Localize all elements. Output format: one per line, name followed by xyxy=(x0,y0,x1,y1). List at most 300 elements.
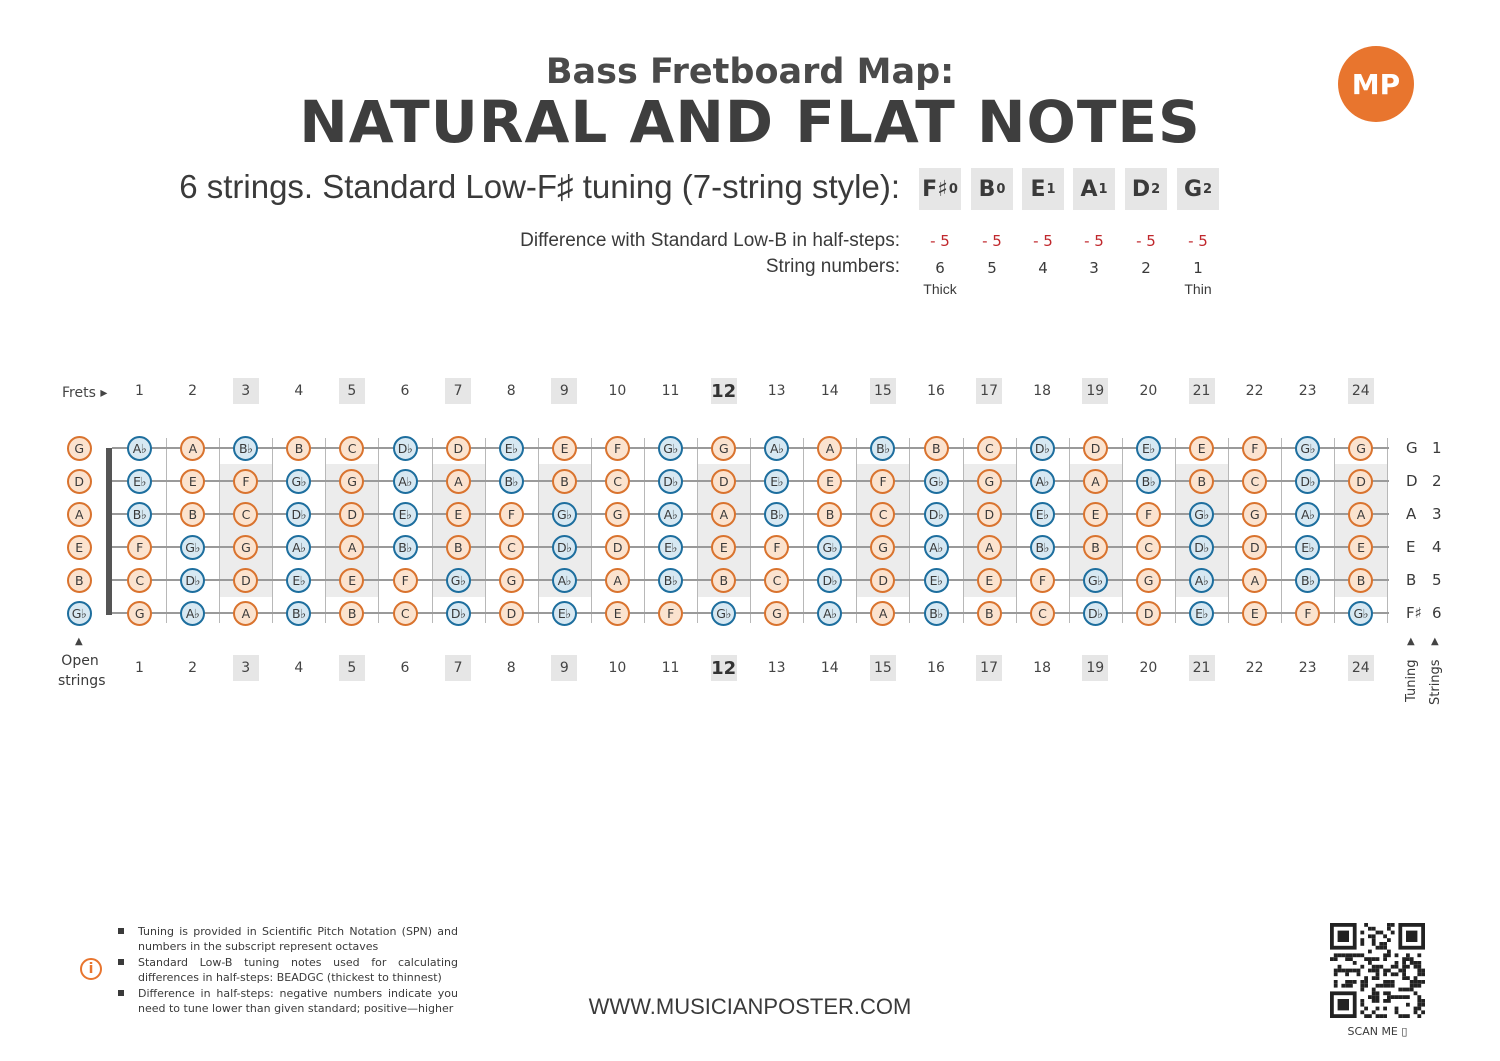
qr-module xyxy=(1341,984,1345,988)
note-marker: B xyxy=(552,469,577,494)
fret-wire xyxy=(1334,438,1335,623)
note-marker: F xyxy=(1136,502,1161,527)
qr-module xyxy=(1368,961,1372,965)
qr-module xyxy=(1414,1010,1418,1014)
note-marker: D♭ xyxy=(658,469,683,494)
qr-module xyxy=(1421,972,1425,976)
qr-module xyxy=(1421,969,1425,973)
note-marker: F xyxy=(605,436,630,461)
fret-number: 20 xyxy=(1139,660,1158,676)
footnote-2: Standard Low-B tuning notes used for calculating differences in half-steps: BEADGC (thickest to thinnest) xyxy=(138,956,458,984)
phone-icon: ▯ xyxy=(1401,1025,1408,1038)
qr-module xyxy=(1379,946,1383,950)
qr-module xyxy=(1383,980,1387,984)
fret-number: 4 xyxy=(294,383,304,399)
tuning-note-name: B xyxy=(978,176,996,202)
qr-module xyxy=(1417,1003,1421,1007)
qr-module xyxy=(1391,995,1395,999)
qr-module xyxy=(1330,957,1334,961)
qr-module xyxy=(1357,953,1361,957)
fret-wire xyxy=(485,438,486,623)
note-marker: E♭ xyxy=(1189,601,1214,626)
qr-module xyxy=(1349,953,1353,957)
qr-module xyxy=(1379,984,1383,988)
note-marker: C xyxy=(233,502,258,527)
note-marker: A♭ xyxy=(286,535,311,560)
qr-module xyxy=(1345,969,1349,973)
note-marker: C xyxy=(339,436,364,461)
note-marker: A♭ xyxy=(127,436,152,461)
qr-module xyxy=(1417,972,1421,976)
note-marker: G xyxy=(339,469,364,494)
fret-wire xyxy=(378,438,379,623)
qr-module xyxy=(1360,984,1364,988)
note-marker: A xyxy=(817,436,842,461)
fret-number: 3 xyxy=(233,655,259,681)
brand-logo[interactable]: MP xyxy=(1338,46,1414,122)
note-marker: A xyxy=(1242,568,1267,593)
note-marker: C xyxy=(499,535,524,560)
tuning-note-box xyxy=(1177,168,1219,210)
note-marker: B♭ xyxy=(233,436,258,461)
tuning-note-box xyxy=(1022,168,1064,210)
fret-number: 14 xyxy=(820,383,839,399)
string-number-label: 2 xyxy=(1432,472,1442,490)
note-marker: A♭ xyxy=(764,436,789,461)
note-marker: D xyxy=(67,469,92,494)
fret-wire xyxy=(219,438,220,623)
qr-module xyxy=(1406,931,1417,942)
string-number: 4 xyxy=(1038,259,1048,277)
note-marker: B xyxy=(924,436,949,461)
note-marker: A♭ xyxy=(552,568,577,593)
note-marker: C xyxy=(764,568,789,593)
website-link[interactable]: WWW.MUSICIANPOSTER.COM xyxy=(588,994,912,1019)
qr-module xyxy=(1421,980,1425,984)
qr-module xyxy=(1421,1010,1425,1014)
fret-number: 5 xyxy=(339,655,365,681)
fret-number: 11 xyxy=(661,660,680,676)
string-number-label: 3 xyxy=(1432,505,1442,523)
qr-module xyxy=(1402,969,1406,973)
qr-module xyxy=(1341,969,1345,973)
qr-module xyxy=(1417,980,1421,984)
note-marker: E xyxy=(1189,436,1214,461)
qr-module xyxy=(1406,1003,1410,1007)
note-marker: A♭ xyxy=(658,502,683,527)
qr-module xyxy=(1353,980,1357,984)
qr-module xyxy=(1364,976,1368,980)
half-step-difference: - 5 xyxy=(1188,232,1208,250)
note-marker: A♭ xyxy=(180,601,205,626)
qr-module xyxy=(1379,931,1383,935)
qr-module xyxy=(1372,965,1376,969)
fret-number: 17 xyxy=(976,655,1002,681)
fret-number: 12 xyxy=(711,655,737,681)
qr-module xyxy=(1357,972,1361,976)
open-strings-label-line-2: strings xyxy=(58,673,106,689)
note-marker: G♭ xyxy=(1295,436,1320,461)
qr-module xyxy=(1383,1007,1387,1011)
fret-number: 8 xyxy=(506,383,516,399)
note-marker: G♭ xyxy=(67,601,92,626)
note-marker: C xyxy=(1136,535,1161,560)
qr-module xyxy=(1402,972,1406,976)
half-step-difference: - 5 xyxy=(982,232,1002,250)
frets-label: Frets ▸ xyxy=(62,385,108,401)
qr-module xyxy=(1372,976,1376,980)
note-marker: A xyxy=(67,502,92,527)
note-marker: A♭ xyxy=(1189,568,1214,593)
note-marker: C xyxy=(393,601,418,626)
tuning-note-box xyxy=(1073,168,1115,210)
qr-module xyxy=(1414,984,1418,988)
note-marker: D xyxy=(499,601,524,626)
footnote-bullet xyxy=(118,959,124,965)
qr-module xyxy=(1398,969,1402,973)
note-marker: G xyxy=(977,469,1002,494)
fret-number: 21 xyxy=(1189,655,1215,681)
qr-module xyxy=(1395,965,1399,969)
qr-module xyxy=(1383,942,1387,946)
tuning-note-name: D xyxy=(1131,176,1151,202)
qr-module xyxy=(1402,995,1406,999)
qr-module xyxy=(1349,984,1353,988)
tuning-note-octave: 0 xyxy=(996,181,1006,197)
fret-number: 15 xyxy=(870,378,896,404)
note-marker: D xyxy=(233,568,258,593)
fret-wire xyxy=(1175,438,1176,623)
note-marker: G xyxy=(499,568,524,593)
note-marker: E♭ xyxy=(1030,502,1055,527)
qr-module xyxy=(1334,957,1338,961)
tuning-note-box xyxy=(971,168,1013,210)
fret-number: 2 xyxy=(188,660,198,676)
note-marker: G xyxy=(233,535,258,560)
fret-wire xyxy=(591,438,592,623)
note-marker: F xyxy=(1030,568,1055,593)
qr-module xyxy=(1417,995,1421,999)
fret-wire xyxy=(697,438,698,623)
note-marker: B♭ xyxy=(499,469,524,494)
fret-wire xyxy=(1387,438,1388,623)
footnote-bullet xyxy=(118,928,124,934)
qr-module xyxy=(1387,953,1391,957)
open-strings-label-line-1: Open xyxy=(61,653,99,669)
note-marker: D xyxy=(446,436,471,461)
qr-module xyxy=(1402,1014,1406,1018)
tuning-note-name: A xyxy=(1080,176,1098,202)
qr-module xyxy=(1406,957,1410,961)
qr-module xyxy=(1353,969,1357,973)
qr-module xyxy=(1417,999,1421,1003)
note-marker: B♭ xyxy=(286,601,311,626)
note-marker: F xyxy=(393,568,418,593)
qr-module xyxy=(1421,1003,1425,1007)
scan-me-label xyxy=(1330,1025,1425,1038)
tuning-axis-label: Tuning xyxy=(1404,659,1419,702)
qr-module xyxy=(1372,942,1376,946)
qr-module xyxy=(1372,991,1376,995)
qr-module xyxy=(1387,938,1391,942)
note-marker: B xyxy=(446,535,471,560)
half-step-difference: - 5 xyxy=(1084,232,1104,250)
qr-module xyxy=(1338,931,1349,942)
fret-wire xyxy=(1016,438,1017,623)
qr-module xyxy=(1402,965,1406,969)
string-number: 3 xyxy=(1089,259,1099,277)
note-marker: A xyxy=(605,568,630,593)
qr-module xyxy=(1360,931,1364,935)
fret-number: 18 xyxy=(1033,660,1052,676)
qr-module xyxy=(1349,980,1353,984)
fret-number: 24 xyxy=(1348,655,1374,681)
qr-module xyxy=(1376,965,1380,969)
half-step-difference: - 5 xyxy=(1136,232,1156,250)
qr-module xyxy=(1334,980,1338,984)
qr-module xyxy=(1368,1014,1372,1018)
string-tuning-label: A xyxy=(1406,505,1417,523)
note-marker: B xyxy=(286,436,311,461)
note-marker: G♭ xyxy=(817,535,842,560)
qr-module xyxy=(1360,988,1364,992)
open-strings-arrow-icon: ▲ xyxy=(75,636,83,647)
qr-module xyxy=(1383,984,1387,988)
fret-wire xyxy=(325,438,326,623)
qr-module xyxy=(1417,965,1421,969)
note-marker: D xyxy=(1242,535,1267,560)
string-number: 6 xyxy=(935,259,945,277)
note-marker: B xyxy=(180,502,205,527)
qr-module xyxy=(1395,995,1399,999)
note-marker: B♭ xyxy=(393,535,418,560)
fret-number: 7 xyxy=(445,655,471,681)
fret-number: 10 xyxy=(608,383,627,399)
fret-number: 8 xyxy=(506,660,516,676)
qr-module xyxy=(1402,961,1406,965)
tuning-note-name: G xyxy=(1183,176,1202,202)
note-marker: F xyxy=(870,469,895,494)
note-marker: D♭ xyxy=(1030,436,1055,461)
qr-module xyxy=(1417,961,1421,965)
qr-module xyxy=(1372,969,1376,973)
string-number-label: 1 xyxy=(1432,439,1442,457)
qr-module xyxy=(1406,976,1410,980)
note-marker: F xyxy=(1242,436,1267,461)
qr-module xyxy=(1398,995,1402,999)
fret-number: 7 xyxy=(445,378,471,404)
note-marker: C xyxy=(1030,601,1055,626)
qr-module xyxy=(1383,972,1387,976)
note-marker: B xyxy=(1189,469,1214,494)
note-marker: D♭ xyxy=(446,601,471,626)
note-marker: G xyxy=(67,436,92,461)
fret-number: 23 xyxy=(1298,660,1317,676)
note-marker: D♭ xyxy=(817,568,842,593)
fret-wire xyxy=(272,438,273,623)
fret-number: 22 xyxy=(1245,383,1264,399)
qr-module xyxy=(1376,946,1380,950)
note-marker: D xyxy=(1348,469,1373,494)
note-marker: D xyxy=(339,502,364,527)
qr-module xyxy=(1402,957,1406,961)
note-marker: D♭ xyxy=(1083,601,1108,626)
note-marker: F xyxy=(499,502,524,527)
qr-module xyxy=(1364,923,1368,927)
qr-module xyxy=(1368,957,1372,961)
note-marker: A xyxy=(446,469,471,494)
note-marker: A xyxy=(711,502,736,527)
note-marker: B xyxy=(817,502,842,527)
note-marker: G xyxy=(127,601,152,626)
qr-module xyxy=(1410,957,1414,961)
qr-module xyxy=(1398,1014,1402,1018)
qr-module xyxy=(1387,995,1391,999)
nut xyxy=(106,448,112,615)
qr-module xyxy=(1376,969,1380,973)
qr-module xyxy=(1395,953,1399,957)
note-marker: D♭ xyxy=(1189,535,1214,560)
qr-module xyxy=(1391,980,1395,984)
note-marker: D xyxy=(711,469,736,494)
note-marker: C xyxy=(127,568,152,593)
note-marker: E xyxy=(180,469,205,494)
string-tuning-label: G xyxy=(1406,439,1418,457)
note-marker: B xyxy=(339,601,364,626)
note-marker: B♭ xyxy=(764,502,789,527)
note-marker: B♭ xyxy=(1295,568,1320,593)
qr-module xyxy=(1414,980,1418,984)
fret-number: 9 xyxy=(551,655,577,681)
note-marker: D♭ xyxy=(393,436,418,461)
qr-module xyxy=(1360,999,1364,1003)
thick-label: Thick xyxy=(923,281,957,297)
qr-module xyxy=(1391,931,1395,935)
qr-module xyxy=(1406,988,1410,992)
string-tuning-label: E xyxy=(1406,538,1416,556)
fret-number: 19 xyxy=(1082,378,1108,404)
qr-module xyxy=(1383,1014,1387,1018)
tuning-note-name: F♯ xyxy=(922,176,948,202)
qr-module xyxy=(1368,995,1372,999)
note-marker: G♭ xyxy=(552,502,577,527)
scan-me-text: SCAN ME xyxy=(1347,1025,1398,1038)
qr-module xyxy=(1379,1014,1383,1018)
half-step-difference: - 5 xyxy=(1033,232,1053,250)
tuning-arrow-icon: ▲ xyxy=(1407,636,1415,647)
fret-number: 1 xyxy=(135,660,144,676)
note-marker: A♭ xyxy=(924,535,949,560)
note-marker: E xyxy=(605,601,630,626)
strings-axis-label: Strings xyxy=(1428,659,1443,705)
fret-wire xyxy=(750,438,751,623)
info-icon: i xyxy=(80,958,102,980)
note-marker: A xyxy=(339,535,364,560)
note-marker: G xyxy=(764,601,789,626)
qr-module xyxy=(1402,976,1406,980)
fret-number: 13 xyxy=(767,383,786,399)
qr-module xyxy=(1334,972,1338,976)
title-line-2: NATURAL AND FLAT NOTES xyxy=(299,88,1201,156)
note-marker: A xyxy=(233,601,258,626)
qr-module xyxy=(1372,995,1376,999)
fret-number: 14 xyxy=(820,660,839,676)
note-marker: G xyxy=(605,502,630,527)
note-marker: E xyxy=(711,535,736,560)
fret-number: 4 xyxy=(294,660,304,676)
qr-module xyxy=(1338,969,1342,973)
qr-module xyxy=(1402,988,1406,992)
note-marker: E♭ xyxy=(393,502,418,527)
fret-wire xyxy=(856,438,857,623)
qr-module xyxy=(1414,965,1418,969)
qr-module xyxy=(1345,953,1349,957)
note-marker: G xyxy=(1348,436,1373,461)
tuning-note-octave: 1 xyxy=(1098,181,1108,197)
qr-module xyxy=(1417,969,1421,973)
fret-number: 12 xyxy=(711,378,737,404)
strings-arrow-icon: ▲ xyxy=(1431,636,1439,647)
note-marker: G♭ xyxy=(1348,601,1373,626)
qr-module xyxy=(1376,972,1380,976)
note-marker: A♭ xyxy=(1295,502,1320,527)
note-marker: D xyxy=(870,568,895,593)
qr-module xyxy=(1338,999,1349,1010)
qr-module xyxy=(1360,953,1364,957)
qr-module xyxy=(1360,938,1364,942)
qr-module xyxy=(1410,980,1414,984)
qr-module xyxy=(1395,1010,1399,1014)
qr-module xyxy=(1376,931,1380,935)
qr-module xyxy=(1391,984,1395,988)
string-number: 1 xyxy=(1193,259,1203,277)
qr-module xyxy=(1383,999,1387,1003)
note-marker: D♭ xyxy=(180,568,205,593)
note-marker: E♭ xyxy=(499,436,524,461)
note-marker: D♭ xyxy=(286,502,311,527)
qr-module xyxy=(1360,1003,1364,1007)
qr-code-icon[interactable] xyxy=(1330,923,1425,1018)
qr-module xyxy=(1364,957,1368,961)
fret-wire xyxy=(432,438,433,623)
qr-module xyxy=(1372,988,1376,992)
tuning-note-box xyxy=(1125,168,1167,210)
qr-module xyxy=(1368,934,1372,938)
note-marker: D xyxy=(605,535,630,560)
qr-module xyxy=(1395,1007,1399,1011)
qr-module xyxy=(1387,923,1391,927)
qr-module xyxy=(1360,1010,1364,1014)
fret-wire xyxy=(1228,438,1229,623)
note-marker: A xyxy=(1083,469,1108,494)
qr-module xyxy=(1421,999,1425,1003)
qr-module xyxy=(1376,957,1380,961)
qr-module xyxy=(1345,980,1349,984)
note-marker: B xyxy=(67,568,92,593)
qr-module xyxy=(1372,934,1376,938)
qr-module xyxy=(1353,961,1357,965)
note-marker: F xyxy=(764,535,789,560)
qr-module xyxy=(1376,976,1380,980)
qr-module xyxy=(1372,927,1376,931)
qr-module xyxy=(1383,991,1387,995)
note-marker: E xyxy=(817,469,842,494)
footnote-1: Tuning is provided in Scientific Pitch Notation (SPN) and numbers in the subscript represent octaves xyxy=(138,925,458,953)
fret-number: 18 xyxy=(1033,383,1052,399)
qr-module xyxy=(1406,995,1410,999)
note-marker: B♭ xyxy=(127,502,152,527)
qr-module xyxy=(1387,950,1391,954)
